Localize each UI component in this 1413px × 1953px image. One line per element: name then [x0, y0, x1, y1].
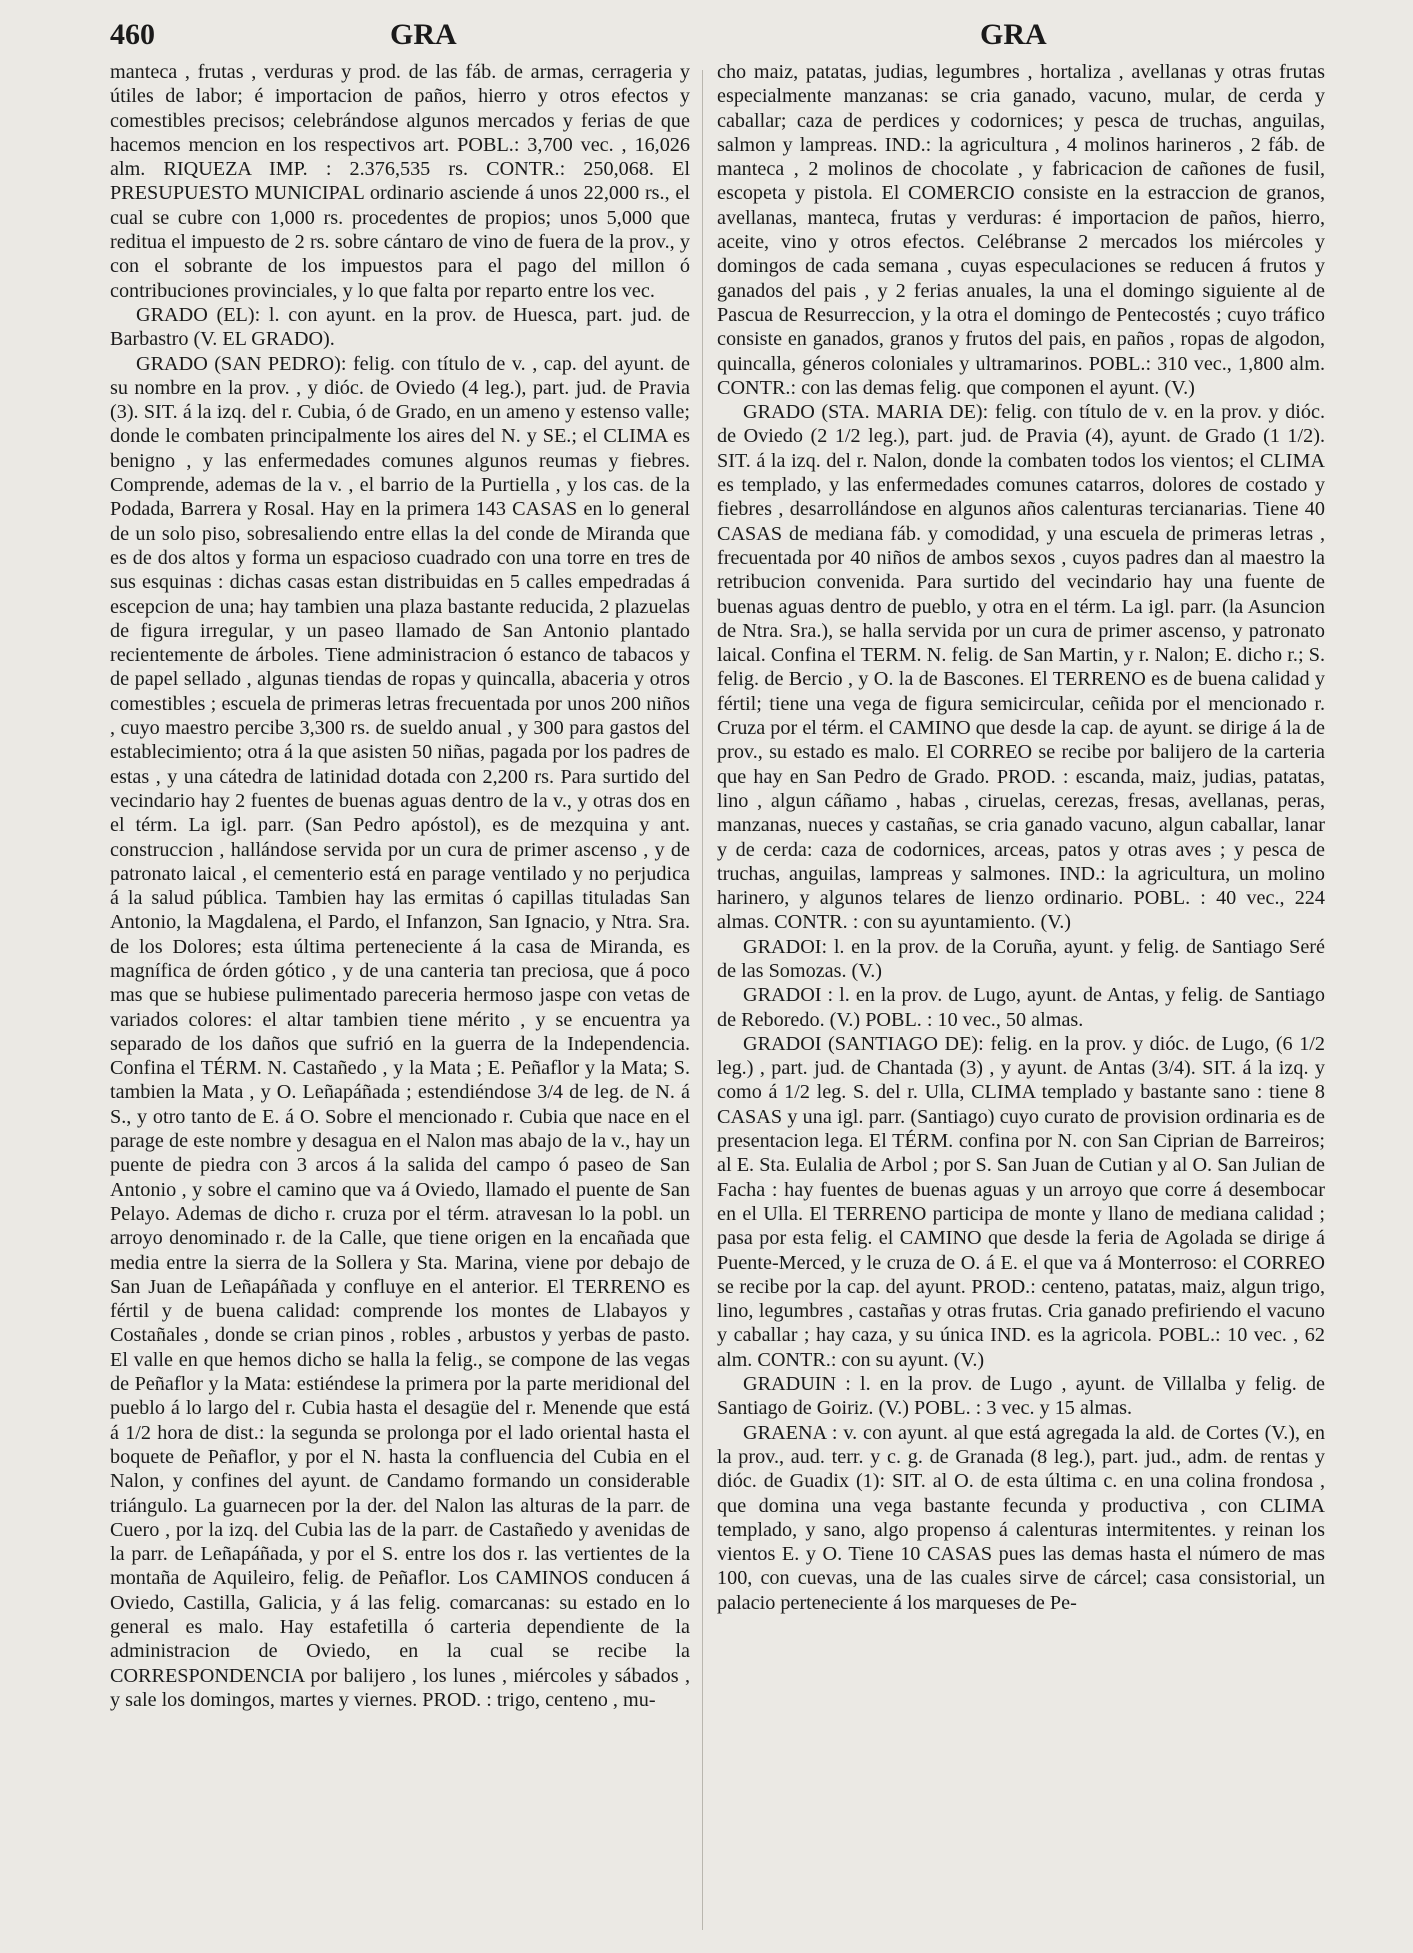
left-column — [110, 60, 690, 1712]
header-word-right: GRA — [980, 18, 1047, 51]
entry-graena: GRAENA : v. con ayunt. al que está agregada la ald. de Cortes (V.), en la prov., aud. terr. y c. g. de Granada (8 leg.), part. jud., adm. de rentas y dióc. de Guadix (1): SIT. al O. de esta última c. en una colina frondosa , que domina una vega bastante fecunda y productiva , con CLIMA templado, y sano, algo propenso á calenturas intermitentes. y reinan los vientos E. y O. Tiene 10 CASAS pues las demas hasta el número de mas 100, con cuevas, una de las cuales sirve de cárcel; casa consistorial, un palacio perteneciente á los marqueses de Pe- — [717, 1421, 1325, 1614]
column-divider — [702, 70, 703, 1930]
entry-gradoi-santiago: GRADOI (SANTIAGO DE): felig. en la prov. y dióc. de Lugo, (6 1/2 leg.) , part. jud. de Chantada (3) , y ayunt. de Antas (3/4). SIT. á la izq. y como á 1/2 leg. S. del r. Ulla, CLIMA templado y bastante sano : tiene 8 CASAS y una igl. parr. (Santiago) cuyo curato de provision ordinaria es de presentacion lega. El TÉRM. confina por N. con San Ciprian de Barreiros; al E. Sta. Eulalia de Arbol ; por S. San Juan de Cutian y al O. San Julian de Facha : hay fuentes de buenas aguas y un arroyo que corre á desembocar en el Ulla. El TERRENO participa de monte y llano de mediana calidad ; pasa por esta felig. el CAMINO que desde la feria de Agolada se dirige á Puente-Merced, y le cruza de O. á E. el que va á Monterroso: el CORREO se recibe por la cap. del ayunt. PROD.: centeno, patatas, maiz, algun trigo, lino, legumbres , castañas y otras frutas. Cria ganado prefiriendo el vacuno y caballar ; hay caza, y su única IND. es la agricola. POBL.: 10 vec. , 62 alm. CONTR.: con su ayunt. (V.) — [717, 1032, 1325, 1371]
entry-gradoi-lugo: GRADOI : l. en la prov. de Lugo, ayunt. de Antas, y felig. de Santiago de Reboredo. (V.) POBL. : 10 vec., 50 almas. — [717, 984, 1325, 1031]
entry-grado-el: GRADO (EL): l. con ayunt. en la prov. de Huesca, part. jud. de Barbastro (V. EL GRADO). — [110, 303, 690, 351]
entry-grado-sta-maria: GRADO (STA. MARIA DE): felig. con título de v. en la prov. y dióc. de Oviedo (2 1/2 leg.), part. jud. de Pravia (4), ayunt. de Grado (1 1/2). SIT. á la izq. del r. Nalon, donde la combaten todos los vientos; el CLIMA es templado, y las enfermedades comunes catarros, dolores de costado y fiebres , desarrollándose en algunos años calenturas tercianarias. Tiene 40 CASAS de mediana fáb. y comodidad, y una escuela de primeras letras , frecuentada por 40 niños de ambos sexos , cuyos padres dan al maestro la retribucion convenida. Para surtido del vecindario hay una fuente de buenas aguas dentro de pueblo, y otra en el térm. La igl. parr. (la Asuncion de Ntra. Sra.), se halla servida por un cura de primer ascenso, y patronato laical. Confina el TERM. N. felig. de San Martin, y r. Nalon; E. dicho r.; S. felig. de Bercio , y O. la de Bascones. El TERRENO es de buena calidad y fértil; tiene una vega de figura semicircular, ceñida por el mencionado r. Cruza por el térm. el CAMINO que desde la cap. de ayunt. se dirige á la de prov., su estado es malo. El CORREO se recibe por balijero de la carteria que hay en San Pedro de Grado. PROD. : escanda, maiz, judias, patatas, lino , algun cáñamo , habas , ciruelas, cerezas, fresas, avellanas, peras, manzanas, nueces y castañas, se cria ganado vacuno, algun caballar, lanar y de cerda: caza de codornices, arceas, patos y otras aves ; y pesca de truchas, anguilas, lampreas y salmones. IND.: la agricultura, un molino harinero, y algunos telares de lienzo ordinario. POBL. : 40 vec., 224 almas. CONTR. : con su ayuntamiento. (V.) — [717, 401, 1325, 934]
header-word-left: GRA — [390, 18, 457, 51]
page-number: 460 — [110, 18, 155, 51]
running-header — [110, 18, 1343, 58]
paragraph: cho maiz, patatas, judias, legumbres , hortaliza , avellanas y otras frutas especialmente manzanas: se cria ganado, vacuno, mular, de cerda y caballar; caza de perdices y codornices; y pesca de truchas, anguilas, salmon y lampreas. IND.: la agricultura , 4 molinos harineros , 2 fáb. de manteca , 2 molinos de chocolate , y fabricacion de cañones de fusil, escopeta y pistola. El COMERCIO consiste en la estraccion de granos, avellanas, manteca, frutas y verduras: é importacion de paños, hierro, aceite, vino y otros efectos. Celébranse 2 mercados los miércoles y domingos de cada semana , cuyas especulaciones se reducen á frutos y ganados del pais , y 2 ferias anuales, la una el domingo siguiente al de Pascua de Resurreccion, y la otra el domingo de Pentecostés ; cuyo tráfico consiste en ganados, granos y frutos del pais, en paños , ropas de algodon, quincalla, géneros coloniales y ultramarinos. POBL.: 310 vec., 1,800 alm. CONTR.: con las demas felig. que componen el ayunt. (V.) — [717, 61, 1325, 399]
entry-gradoi-coruna: GRADOI: l. en la prov. de la Coruña, ayunt. y felig. de Santiago Seré de las Somozas. (V.) — [717, 935, 1325, 982]
paragraph: manteca , frutas , verduras y prod. de las fáb. de armas, cerrageria y útiles de labor; é importacion de paños, hierro y otros efectos y comestibles precisos; celebrándose algunos mercados y ferias de que hacemos mencion en los respectivos art. POBL.: 3,700 vec. , 16,026 alm. RIQUEZA IMP. : 2.376,535 rs. CONTR.: 250,068. El PRESUPUESTO MUNICIPAL ordinario asciende á unos 22,000 rs., el cual se cubre con 1,000 rs. procedentes de propios; unos 5,000 que reditua el impuesto de 2 rs. sobre cántaro de vino de fuera de la prov., y con el sobrante de los impuestos para el pago del millon ó contribuciones provinciales, y lo que falta por reparto entre los vec. — [110, 61, 690, 302]
entry-grado-san-pedro: GRADO (SAN PEDRO): felig. con título de v. , cap. del ayunt. de su nombre en la prov. , y dióc. de Oviedo (4 leg.), part. jud. de Pravia (3). SIT. á la izq. del r. Cubia, ó de Grado, en un ameno y estenso valle; donde le combaten principalmente los aires del N. y SE.; el CLIMA es benigno , y las enfermedades comunes algunos reumas y fiebres. Comprende, ademas de la v. , el barrio de la Purtiella , y los cas. de la Podada, Barrera y Rosal. Hay en la primera 143 CASAS en lo general de un solo piso, sobresaliendo entre ellas la del conde de Miranda que es de dos altos y forma un espacioso cuadrado con una torre en tres de sus esquinas : dichas casas estan distribuidas en 5 calles empedradas á escepcion de una; hay tambien una plaza bastante reducida, 2 plazuelas de figura irregular, y un paseo llamado de San Antonio plantado recientemente de árboles. Tiene administracion ó estanco de tabacos y de papel sellado , algunas tiendas de ropas y quincalla, abaceria y otros comestibles ; escuela de primeras letras frecuentada por unos 200 niños , cuyo maestro percibe 3,300 rs. de sueldo anual , y 300 para gastos del establecimiento; otra á la que asisten 50 niñas, pagada por los padres de estas , y una cátedra de latinidad dotada con 2,200 rs. Para surtido del vecindario hay 2 fuentes de buenas aguas dentro de la v., y otras dos en el térm. La igl. parr. (San Pedro apóstol), es de mezquina y ant. construccion , hallándose servida por un cura de primer ascenso , y de patronato laical , el cementerio está en parage ventilado y no perjudica á la salud pública. Tambien hay las ermitas ó capillas tituladas San Antonio, la Magdalena, el Pardo, el Infanzon, San Ignacio, y Ntra. Sra. de los Dolores; esta última perteneciente á la casa de Miranda, es magnífica de órden gótico , y de una canteria tan preciosa, que á poco mas que se hubiese pulimentado pareceria hermoso jaspe con vetas de variados colores: el altar tambien tiene mérito , y se encuentra ya separado de los daños que sufrió en la guerra de la Independencia. Confina el TÉRM. N. Castañedo , y la Mata ; E. Peñaflor y la Mata; S. tambien la Mata , y O. Leñapáñada ; estendiéndose 3/4 de leg. de N. á S., y otro tanto de E. á O. Sobre el mencionado r. Cubia que nace en el parage de este nombre y desagua en el Nalon mas abajo de la v., hay un puente de piedra con 3 arcos á la salida del campo ó paseo de San Antonio , y sobre el camino que va á Oviedo, llamado el puente de San Pelayo. Ademas de dicho r. cruza por el térm. atravesan lo la pobl. un arroyo denominado r. de la Calle, que tiene origen en la encañada que media entre la sierra de la Sollera y Sta. Marina, viene por debajo de San Juan de Leñapáñada y confluye en el anterior. El TERRENO es fértil y de buena calidad: comprende los montes de Llabayos y Costañales , donde se crian pinos , robles , arbustos y yerbas de pasto. El valle en que hemos dicho se halla la felig., se compone de las vegas de Peñaflor y la Mata: estiéndese la primera por la parte meridional del pueblo á lo largo del r. Cubia hasta el desagüe del r. Menende que está á 1/2 hora de dist.: la segunda se prolonga por el lado oriental hasta el boquete de Peñaflor, y por el N. hasta la confluencia del Cubia en el Nalon, y confines del ayunt. de Candamo formando un considerable triángulo. La guarnecen por la der. del Nalon las alturas de la parr. de Cuero , por la izq. del Cubia las de la parr. de Castañedo y avenidas de la parr. de Leñapáñada, y por el S. entre los dos r. las vertientes de la montaña de Aquileiro, felig. de Peñaflor. Los CAMINOS conducen á Oviedo, Castilla, Galicia, y á las felig. comarcanas: su estado en lo general es malo. Hay estafetilla ó carteria dependiente de la administracion de Oviedo, en la cual se recibe la CORRESPONDENCIA por balijero , los lunes , miércoles y sábados , y sale los domingos, martes y viernes. PROD. : trigo, centeno , mu- — [110, 352, 690, 1711]
entry-graduin: GRADUIN : l. en la prov. de Lugo , ayunt. de Villalba y felig. de Santiago de Goiriz. (V.) POBL. : 3 vec. y 15 almas. — [717, 1373, 1325, 1420]
right-column — [717, 60, 1325, 1615]
